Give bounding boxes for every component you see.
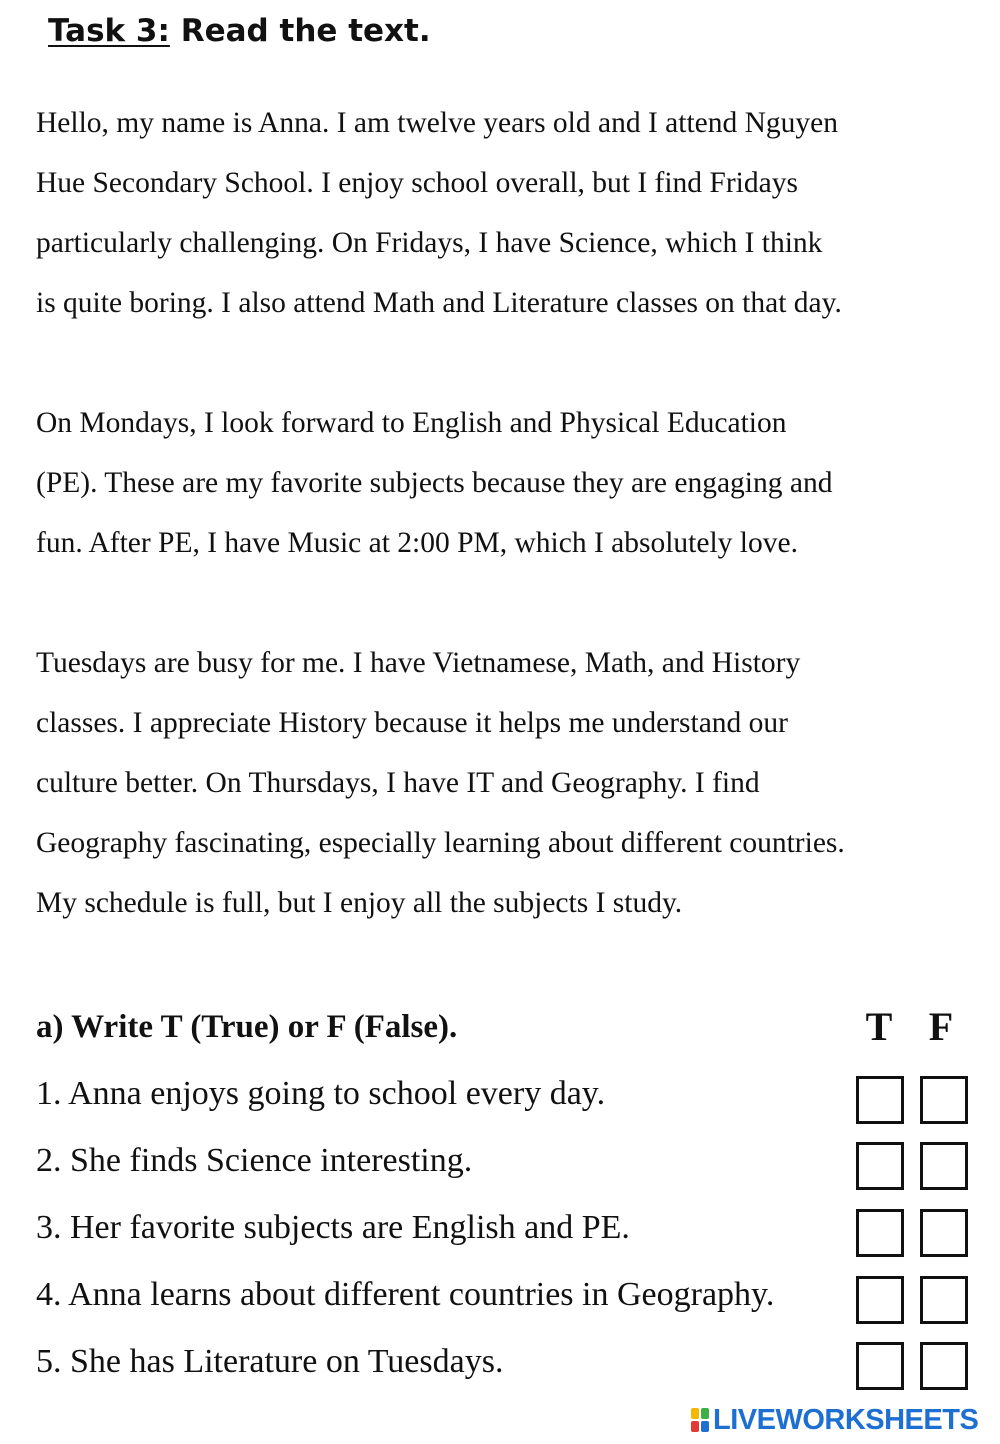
passage-line: fun. After PE, I have Music at 2:00 PM, which I absolutely love. (36, 527, 798, 559)
answer-box-5-false[interactable] (920, 1342, 968, 1390)
passage-line: (PE). These are my favorite subjects because they are engaging and (36, 467, 833, 499)
logo-square (691, 1421, 699, 1432)
answer-box-1-false[interactable] (920, 1076, 968, 1124)
logo-square (701, 1408, 709, 1419)
passage-line: Hue Secondary School. I enjoy school overall, but I find Fridays (36, 167, 798, 199)
task-label: Task 3: (48, 13, 170, 49)
statement-4: 4. Anna learns about different countries in Geography. (36, 1276, 775, 1313)
false-column-header: F (928, 1004, 954, 1049)
passage-line: Hello, my name is Anna. I am twelve years old and I attend Nguyen (36, 107, 839, 139)
passage-line: On Mondays, I look forward to English and Physical Education (36, 407, 787, 439)
task-title (48, 8, 431, 54)
answer-box-5-true[interactable] (856, 1342, 904, 1390)
reading-passage (36, 93, 976, 933)
answer-box-4-true[interactable] (856, 1276, 904, 1324)
answer-box-3-true[interactable] (856, 1209, 904, 1257)
true-column-header: T (865, 1004, 893, 1049)
logo-text: LIVEWORKSHEETS (713, 1403, 979, 1436)
passage-line: Geography fascinating, especially learning about different countries. (36, 827, 845, 859)
answer-box-4-false[interactable] (920, 1276, 968, 1324)
logo-square (701, 1421, 709, 1432)
paragraph-gap (36, 333, 976, 393)
logo-mark-icon (690, 1407, 710, 1433)
paragraph-gap (36, 573, 976, 633)
passage-line: is quite boring. I also attend Math and Literature classes on that day. (36, 287, 842, 319)
statement-1: 1. Anna enjoys going to school every day. (36, 1075, 606, 1112)
passage-line: particularly challenging. On Fridays, I have Science, which I think (36, 227, 823, 259)
exercise-heading: a) Write T (True) or F (False). (36, 1009, 458, 1045)
passage-line: My schedule is full, but I enjoy all the subjects I study. (36, 887, 683, 919)
passage-line: culture better. On Thursdays, I have IT and Geography. I find (36, 767, 760, 799)
answer-box-3-false[interactable] (920, 1209, 968, 1257)
passage-line: classes. I appreciate History because it helps me understand our (36, 707, 788, 739)
answer-box-2-false[interactable] (920, 1142, 968, 1190)
passage-line: Tuesdays are busy for me. I have Vietnamese, Math, and History (36, 647, 801, 679)
answer-box-2-true[interactable] (856, 1142, 904, 1190)
statement-3: 3. Her favorite subjects are English and PE. (36, 1209, 630, 1246)
statement-5: 5. She has Literature on Tuesdays. (36, 1343, 504, 1380)
task-instruction: Read the text. (180, 13, 431, 49)
statement-2: 2. She finds Science interesting. (36, 1142, 473, 1179)
answer-box-1-true[interactable] (856, 1076, 904, 1124)
logo-square (691, 1408, 699, 1419)
liveworksheets-logo (690, 1403, 978, 1437)
